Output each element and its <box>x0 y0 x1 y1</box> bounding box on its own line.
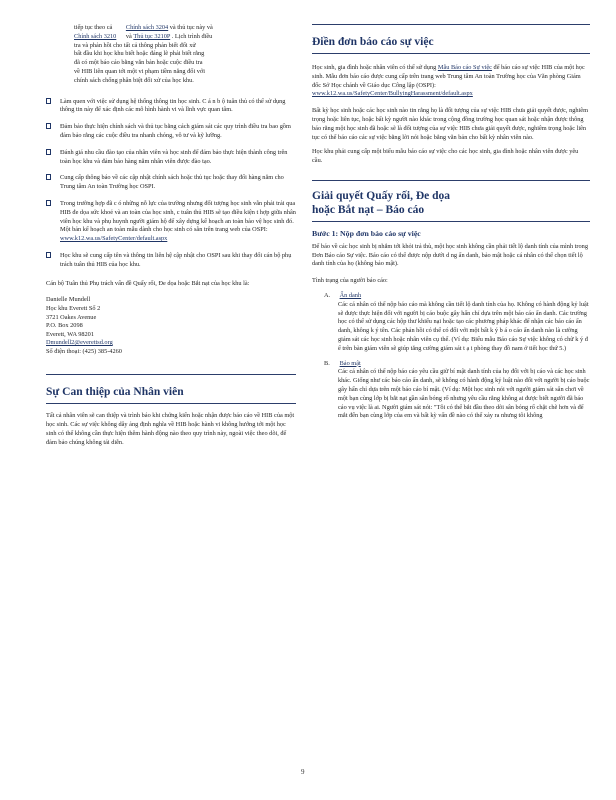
ospi-link[interactable]: www.k12.wa.us/SafetyCenter/default.aspx <box>60 235 168 243</box>
policy-link-3210[interactable]: Chính sách 3210 <box>74 32 117 40</box>
procedure-link-3210p[interactable]: Thủ tục 3210P <box>133 32 171 40</box>
status-intro: Tình trạng của người báo cáo: <box>312 277 388 285</box>
policy-and: và <box>125 32 132 40</box>
report-paragraph-3: Học khu phải cung cấp một biểu mẫu báo cáo sự việc cho các học sinh, gia đình hoặc nhân viên được yêu cầu. <box>312 148 579 165</box>
intro-line-2: bất đầu khi học khu biết hoặc đáng lẽ phải biết rằng <box>74 50 205 58</box>
contact-name: Danielle Mundell <box>46 296 91 304</box>
section-divider <box>46 374 296 375</box>
bullet-item: Làm quen với việc sử dụng hệ thống thông tin học sinh. C á n b ộ tuân thủ có thể sử dụng thông tin này để xác định các mô hình hành vi và lĩnh vực quan tâm. <box>46 98 296 116</box>
section-body: Tất cả nhân viên sẽ can thiệp và trình báo khi chứng kiến hoặc nhận được báo cáo về HIB của một học sinh. Các sự việc không dây ảng định nghĩa về HIB hoặc hành vi không hướng tới một học sinh có thể không cần thực hiện thêm hành động nào theo quy trình này, ngoài việc theo dõi, để đảm bảo chúng không tái diễn. <box>46 412 295 446</box>
incident-form-link[interactable]: Mẫu Báo cáo Sự việc <box>437 64 492 71</box>
contact-org: Học khu Everett Số 2 <box>46 304 101 312</box>
bullet-item: Học khu sẽ cung cấp tên và thông tin liên hệ cập nhật cho OSPI sau khi thay đổi cán bộ phụ trách tuân thủ HIB của học khu. <box>46 252 296 270</box>
intro-line-0: tiếp tục theo cả <box>74 24 113 31</box>
status-item-title: Bảo mật <box>339 359 361 367</box>
right-column <box>312 24 590 421</box>
status-item: A. Ẩn danh Các cá nhân có thể nộp báo cáo mà không cần tiết lộ danh tính của họ. Không có hành động kỷ luật sẽ được thực hiện đối với người bị cáo buộc gây hấn chỉ dựa trên một báo cáo ẩn danh. Các trường học có thể sử dụng các hộp thư khiếu nại hoặc tạo các phương pháp khác để nhận các báo cáo ẩn danh, không k ý tên. Các phản hồi có thể có đối với một bất k ý b á o cáo ẩn danh nào là cường giám sát các học sinh hoặc nhân viên cụ thể. (Ví dụ: Biểu mẫu Báo cáo Sự việc không có chữ k ý đ ể trên bàn giám viên sẽ giúp tăng cường giám sát t ạ i phòng thay đồ nam ở tiết học thứ 5.) <box>324 291 589 352</box>
section-title: Sự Can thiệp của Nhân viên <box>46 386 184 399</box>
status-item-title: Ẩn danh <box>339 291 362 299</box>
section-divider <box>312 180 590 181</box>
step-body: Để báo về các học sinh bị nhắm tới khỏi trả thù, một học sinh không cần phải tiết lộ danh tính của mình trong Đơn Báo cáo Sự việc. Báo cáo có thể được nộp dưới d ng ẩn danh, bảo mật hoặc cá nhân có thể chọn tiết lộ danh tính của họ (không bảo mật). <box>312 242 588 268</box>
section-divider <box>46 403 296 404</box>
bullet-icon <box>46 252 51 258</box>
status-list <box>324 292 590 421</box>
contact-city: Everett, WA 98201 <box>46 330 94 338</box>
bullet-item: Đánh giá nhu cầu đào tạo của nhân viên và học sinh để đảm bảo thực hiện thành công trên toàn học khu và đảm bảo hàng năm nhân viên được đào tạo. <box>46 149 296 167</box>
bullet-icon <box>46 200 51 206</box>
bullet-icon <box>46 98 51 104</box>
contact-email[interactable]: Dmundell2@everettsd.org <box>46 339 113 347</box>
bullet-list <box>46 98 296 270</box>
bullet-icon <box>46 149 51 155</box>
bullet-icon <box>46 174 51 180</box>
bullet-item: Trong trường hợp đã c ó những nỗ lực của trường nhưng đối tượng học sinh vẫn phải trải qua HIB đe dọa sức khoẻ và an toàn của học sinh, c tuân thủ HIB sẽ tạo điều kiện t hợp giữa nhân viên học khu và phụ huynh người giám hộ để xây dựng kế hoạch an toàn bảo vệ học sinh đó. Một bản kế hoạch an toàn mẫu dành cho học sinh có sẵn trên trang web của OSPI: www.k12.wa.us/SafetyCenter/default.aspx <box>46 200 296 244</box>
ospi-safety-link[interactable]: www.k12.wa.us/SafetyCenter/BullyingHarassment/default.aspx <box>312 90 473 98</box>
status-item: B. Bảo mật Các cá nhân có thể nộp báo cáo yêu cầu giữ bí mật danh tính của họ đối với bị cáo và các học sinh khác. Giống như các báo cáo ẩn danh, sẽ không có hành động kỷ luật nào đối với người bị cáo buộc gây hấn chỉ dựa trên một báo cáo bí mật. (Ví dụ: Một học sinh nói với người giám sát sân chơi về một bạn cùng lớp bị bắt nạt gần sân bóng rổ nhưng yêu cầu rằng không ai được biết người đã báo cáo vụ việc là ai. Người giám sát nói: "Tôi có thể bắt đầu theo dõi sân bóng rổ chặt chẽ hơn và để mắt đến bạn cùng lớp của em và bất kỳ vấn đề nào có thể xảy ra nhưng tôi không <box>324 359 590 420</box>
page-number: 9 <box>301 768 305 776</box>
intro-block <box>46 24 296 86</box>
officer-intro: Cán bộ Tuân thủ Phụ trách vấn đề Quấy rối, Đe dọa hoặc Bắt nạt của học khu là: <box>46 279 250 287</box>
report-paragraph-2: Bất kỳ học sinh hoặc các học sinh nào tin rằng họ là đối tượng của sự việc HIB chưa giải quyết được, nghiêm trọng hoặc liên tục, hoặc bất kỳ người nào khác trong cộng đồng trường học quan sát hoặc nhận được thông báo rằng một học sinh đã hoặc sẽ là đối tượng của sự việc HIB chưa giải quyết được, nghiêm trọng hoặc liên tục có thể báo cáo các sự việc bằng lời nói hoặc bằng văn bản cho bất kỳ nhân viên nào. <box>312 107 588 141</box>
staff-section <box>46 374 296 447</box>
section-divider <box>312 24 590 25</box>
policy-link-3204[interactable]: Chính sách 3204 <box>125 24 169 31</box>
section-title: Điền đơn báo cáo sự việc <box>312 36 434 48</box>
intro-line-1: tra và phản hồi cho tất cả thông phản biết đối xử <box>74 41 196 49</box>
contact-street: 3721 Oakes Avenue <box>46 313 97 321</box>
status-item-body: Các cá nhân có thể nộp báo cáo mà không cần tiết lộ danh tính của họ. Không có hành động kỷ luật sẽ được thực hiện đối với người bị cáo buộc gây hấn chỉ dựa trên một báo cáo ẩn danh. Các trường học có thể sử dụng các hộp thư khiếu nại hoặc tạo các phương pháp khác để nhận các báo cáo ẩn danh, không k ý tên. Các phản hồi có thể có đối với một bất k ý b á o cáo ẩn danh nào là cường giám sát các học sinh hoặc nhân viên cụ thể. (Ví dụ: Biểu mẫu Báo cáo Sự việc không có chữ k ý đ ể trên bàn giám viên sẽ giúp tăng cường giám sát t ạ i phòng thay đồ nam ở tiết học thứ 5.) <box>338 300 589 352</box>
bullet-item: Cung cấp thông báo về các cập nhật chính sách hoặc thủ tục hoặc thay đổi hàng năm cho Trung tâm An toàn Trường học OSPI. <box>46 174 296 192</box>
status-item-body: Các cá nhân có thể nộp báo cáo yêu cầu giữ bí mật danh tính của họ đối với bị cáo và các học sinh khác. Giống như các báo cáo ẩn danh, sẽ không có hành động kỷ luật nào đối với người bị cáo buộc gây hấn chỉ dựa trên một báo cáo bí mật. (Ví dụ: Một học sinh nói với người giám sát sân chơi về một bạn cùng lớp bị bắt nạt gần sân bóng rổ nhưng yêu cầu rằng không ai được biết người đã báo cáo vụ việc là ai. Người giám sát nói: "Tôi có thể bắt đầu theo dõi sân bóng rổ chặt chẽ hơn và để mắt đến bạn cùng lớp của em và bất kỳ vấn đề nào có thể xảy ra nhưng tôi không <box>338 368 590 420</box>
bullet-item: Đảm bảo thực hiện chính sách và thủ tục bằng cách giám sát các quy trình điều tra bao gồm đảm bảo rằng các cuộc điều tra nhanh chóng, vô tư và kỹ lưỡng. <box>46 123 296 141</box>
step-heading: Bước 1: Nộp đơn báo cáo sự việc <box>312 228 421 238</box>
contact-phone: Số điện thoại: (425) 385-4260 <box>46 347 122 355</box>
intro-line-5: chính sách chống phân biệt đối xử của học khu. <box>74 76 194 84</box>
intro-line-3: đã có một báo cáo bằng văn bản hoặc cuộc điều tra <box>74 59 203 67</box>
policy-text-1: và thủ tục này và <box>169 24 213 31</box>
intro-line-4: về HIB liên quan tới một vi phạm tiềm năng đối với <box>74 67 206 75</box>
section-divider <box>312 53 590 54</box>
section-divider <box>312 221 590 222</box>
left-column <box>46 24 296 454</box>
section-title: Giải quyết Quấy rối, Đe dọa hoặc Bắt nạt – Báo cáo <box>312 189 451 216</box>
contact-block <box>46 296 296 356</box>
bullet-icon <box>46 123 51 129</box>
procedure-text: . Lịch trình điều <box>171 32 213 40</box>
report-paragraph-1: Học sinh, gia đình hoặc nhân viên có thể sử dụng Mẫu Báo cáo Sự việc để báo cáo sự việc HIB của một học sinh. Mẫu đơn báo cáo được cung cấp trên trang web Trung tâm An toàn Trường học của Văn phòng Giám đốc Sở Học chánh về Giáo dục Công lập (OSPI): www.k12.wa.us/SafetyCenter/BullyingHarassment/default.aspx <box>312 64 585 98</box>
contact-pobox: P.O. Box 2098 <box>46 322 83 330</box>
